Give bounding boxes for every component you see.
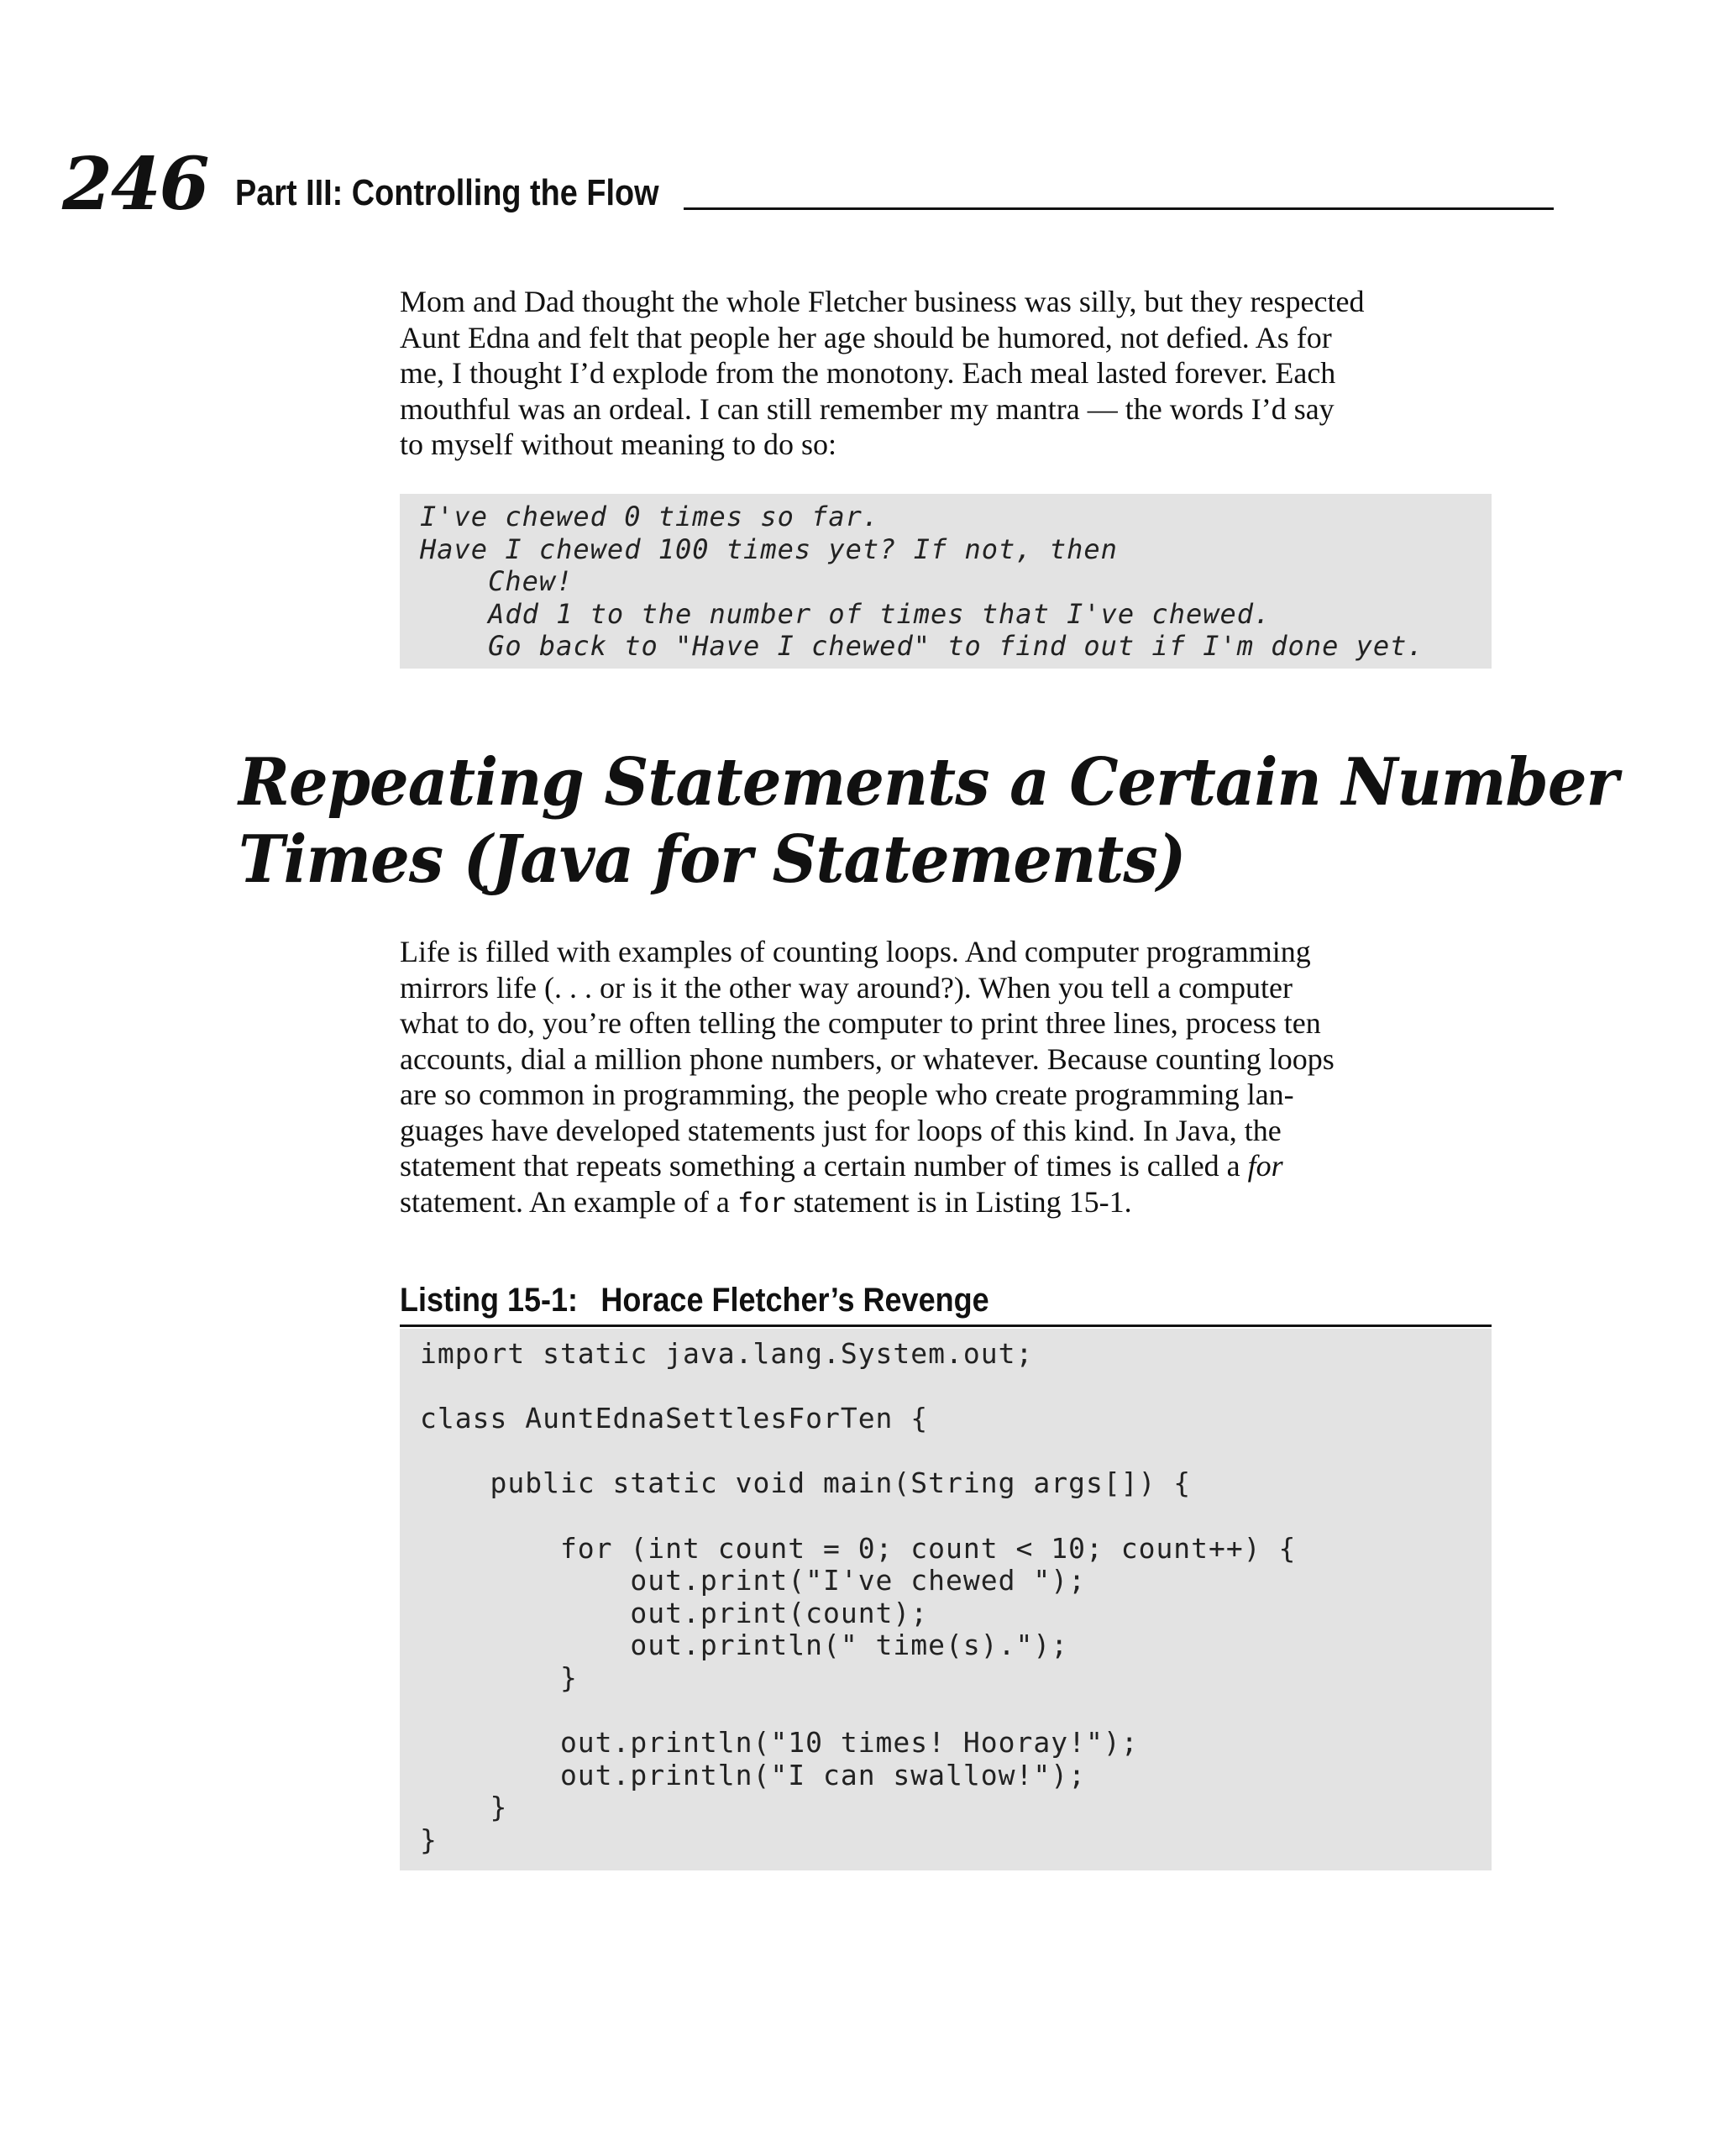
pseudocode-block xyxy=(400,494,1492,669)
caption-text xyxy=(400,1277,989,1324)
pseudocode-line: Add 1 to the number of times that I've chewed. xyxy=(420,597,1272,630)
listing-label: Listing 15-1: xyxy=(400,1282,579,1319)
inline-code: for xyxy=(737,1186,786,1219)
pseudocode-line: Have I chewed 100 times yet? If not, then xyxy=(420,532,1118,565)
body-paragraph xyxy=(400,934,1507,1220)
code-line: out.println("I can swallow!"); xyxy=(420,1758,1086,1791)
listing-caption xyxy=(400,1277,1492,1324)
code-listing xyxy=(400,1329,1492,1870)
code-line xyxy=(420,1371,1492,1403)
heading-line: Times (Java for Statements) xyxy=(239,821,1186,898)
code-line: out.print("I've chewed "); xyxy=(420,1564,1086,1597)
page-number: 246 xyxy=(62,142,208,227)
intro-paragraph xyxy=(400,284,1507,463)
text-segment: statement that repeats something a certain number of times is called a xyxy=(400,1149,1248,1183)
code-line xyxy=(420,1435,1492,1468)
text-line xyxy=(400,1184,1507,1221)
header-rule xyxy=(684,207,1554,210)
text-line: what to do, you’re often telling the computer to print three lines, process ten xyxy=(400,1006,1321,1040)
code-line xyxy=(420,1695,1492,1728)
code-line xyxy=(420,1500,1492,1533)
code-line: out.print(count); xyxy=(420,1596,929,1629)
code-line: } xyxy=(420,1791,508,1824)
text-segment: statement. An example of a xyxy=(400,1184,737,1219)
text-line: Mom and Dad thought the whole Fletcher business was silly, but they respected xyxy=(400,285,1365,318)
code-line: } xyxy=(420,1823,438,1856)
pseudocode-line: Chew! xyxy=(420,565,574,598)
code-line: out.println(" time(s)."); xyxy=(420,1629,1069,1662)
text-line: mouthful was an ordeal. I can still remember my mantra — the words I’d say xyxy=(400,391,1335,426)
running-head xyxy=(62,143,1500,227)
listing-title: Horace Fletcher’s Revenge xyxy=(600,1282,989,1319)
text-line: guages have developed statements just for loops of this kind. In Java, the xyxy=(400,1113,1282,1147)
code-line: public static void main(String args[]) { xyxy=(420,1466,1192,1500)
listing-rule xyxy=(400,1325,1492,1327)
text-line xyxy=(400,1148,1507,1184)
code-line: } xyxy=(420,1660,578,1694)
italic-term: for xyxy=(1247,1149,1283,1183)
text-segment: statement is in Listing 15-1. xyxy=(785,1184,1132,1219)
code-line: import static java.lang.System.out; xyxy=(420,1337,1034,1370)
text-line: to myself without meaning to do so: xyxy=(400,428,836,461)
text-line: me, I thought I’d explode from the monotony. Each meal lasted forever. Each xyxy=(400,356,1336,390)
code-line: class AuntEdnaSettlesForTen { xyxy=(420,1402,929,1435)
code-line: for (int count = 0; count < 10; count++) { xyxy=(420,1531,1297,1565)
text-line: Life is filled with examples of counting loops. And computer programming xyxy=(400,935,1311,968)
text-line: mirrors life (. . . or is it the other way around?). When you tell a computer xyxy=(400,970,1293,1005)
pseudocode-line: I've chewed 0 times so far. xyxy=(420,501,880,532)
part-title: Part III: Controlling the Flow xyxy=(235,172,659,213)
heading-line: Repeating Statements a Certain Number xyxy=(239,744,1618,821)
text-line: Aunt Edna and felt that people her age should be humored, not defied. As for xyxy=(400,320,1332,354)
text-line: accounts, dial a million phone numbers, or whatever. Because counting loops xyxy=(400,1041,1335,1076)
section-heading xyxy=(239,744,1618,899)
code-line: out.println("10 times! Hooray!"); xyxy=(420,1726,1139,1760)
pseudocode-line: Go back to "Have I chewed" to find out if I'm done yet. xyxy=(420,630,1424,663)
text-line: are so common in programming, the people who create programming lan- xyxy=(400,1078,1294,1111)
